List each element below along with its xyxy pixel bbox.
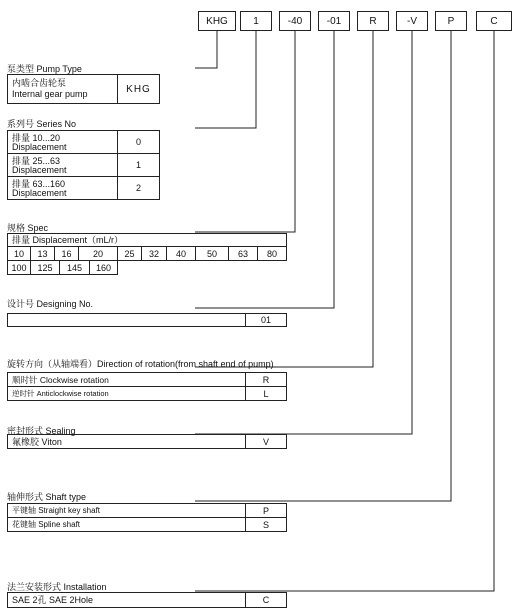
spec-cell: 50 — [195, 246, 229, 261]
series-row-1-label — [7, 153, 118, 177]
installation-value: C — [245, 592, 287, 608]
rotation-row-1-text: 逆时针 Anticlockwise rotation — [12, 389, 109, 398]
design-title: 设计号 Designing No. — [7, 299, 94, 309]
series-row-0-line1: 排量 10...20 — [12, 133, 61, 143]
spec-cell: 20 — [78, 246, 118, 261]
pump-type-label-en: Internal gear pump — [12, 89, 88, 99]
spec-cell: 10 — [7, 246, 31, 261]
series-row-2-label — [7, 176, 118, 200]
shaft-row-1-value: S — [245, 517, 287, 532]
spec-header — [7, 233, 287, 247]
pump-type-title: 泵类型 Pump Type — [7, 64, 82, 74]
spec-cell: 16 — [54, 246, 79, 261]
design-value: 01 — [245, 313, 287, 327]
series-title: 系列号 Series No — [7, 119, 77, 129]
rotation-row-1-label — [7, 386, 246, 401]
spec-cell: 32 — [141, 246, 167, 261]
spec-title: 规格 Spec — [7, 223, 49, 233]
shaft-row-0-label — [7, 503, 246, 518]
code-box-design: -01 — [318, 11, 350, 31]
code-box-spec: -40 — [279, 11, 311, 31]
rotation-row-0-value: R — [245, 372, 287, 387]
code-box-shaft: P — [435, 11, 467, 31]
rotation-row-0-label — [7, 372, 246, 387]
design-label-cell — [7, 313, 246, 327]
shaft-row-0-text: 平键轴 Straight key shaft — [12, 506, 101, 515]
spec-cell: 80 — [257, 246, 287, 261]
series-row-1-value: 1 — [117, 153, 160, 177]
spec-cell: 25 — [117, 246, 142, 261]
code-box-installation: C — [476, 11, 512, 31]
series-row-0-line2: Displacement — [12, 142, 67, 152]
spec-header-text: 排量 Displacement（mL/r） — [12, 235, 124, 245]
series-row-2-value: 2 — [117, 176, 160, 200]
series-row-2-line2: Displacement — [12, 188, 67, 198]
code-box-sealing: -V — [396, 11, 428, 31]
connector-series — [195, 31, 256, 128]
spec-cell: 13 — [30, 246, 55, 261]
sealing-value: V — [245, 434, 287, 449]
connector-spec — [195, 31, 295, 232]
connector-shaft — [195, 31, 451, 501]
installation-title: 法兰安装形式 Installation — [7, 582, 107, 592]
shaft-row-1-label — [7, 517, 246, 532]
rotation-row-0-text: 顺时针 Clockwise rotation — [12, 375, 109, 385]
spec-cell: 63 — [228, 246, 258, 261]
sealing-label: 氟橡胶 Viton — [12, 437, 62, 447]
series-row-1-line2: Displacement — [12, 165, 67, 175]
code-box-series: 1 — [240, 11, 272, 31]
spec-cell: 40 — [166, 246, 196, 261]
spec-cell: 145 — [59, 260, 90, 275]
rotation-row-1-value: L — [245, 386, 287, 401]
pump-type-label-cell — [7, 74, 118, 104]
installation-label: SAE 2孔 SAE 2Hole — [12, 595, 94, 605]
pump-type-label-cn: 内啮合齿轮泵 — [12, 78, 67, 88]
installation-label-cell — [7, 592, 246, 608]
spec-cell: 125 — [30, 260, 60, 275]
sealing-label-cell — [7, 434, 246, 449]
connector-design — [195, 31, 334, 308]
series-row-1-line1: 排量 25...63 — [12, 156, 61, 166]
code-box-khg: KHG — [198, 11, 236, 31]
sealing-title: 密封形式 Sealing — [7, 426, 76, 436]
shaft-row-1-text: 花键轴 Spline shaft — [12, 520, 81, 529]
pump-type-value: KHG — [117, 74, 160, 104]
connector-pump-type — [195, 31, 217, 68]
shaft-row-0-value: P — [245, 503, 287, 518]
code-box-rotation: R — [357, 11, 389, 31]
spec-cell: 160 — [89, 260, 118, 275]
series-row-0-label — [7, 130, 118, 154]
shaft-title: 轴伸形式 Shaft type — [7, 492, 87, 502]
series-row-2-line1: 排量 63...160 — [12, 179, 66, 189]
spec-cell: 100 — [7, 260, 31, 275]
series-row-0-value: 0 — [117, 130, 160, 154]
rotation-title: 旋转方向（从轴端看）Direction of rotation(from shaft end of pump) — [7, 359, 274, 369]
